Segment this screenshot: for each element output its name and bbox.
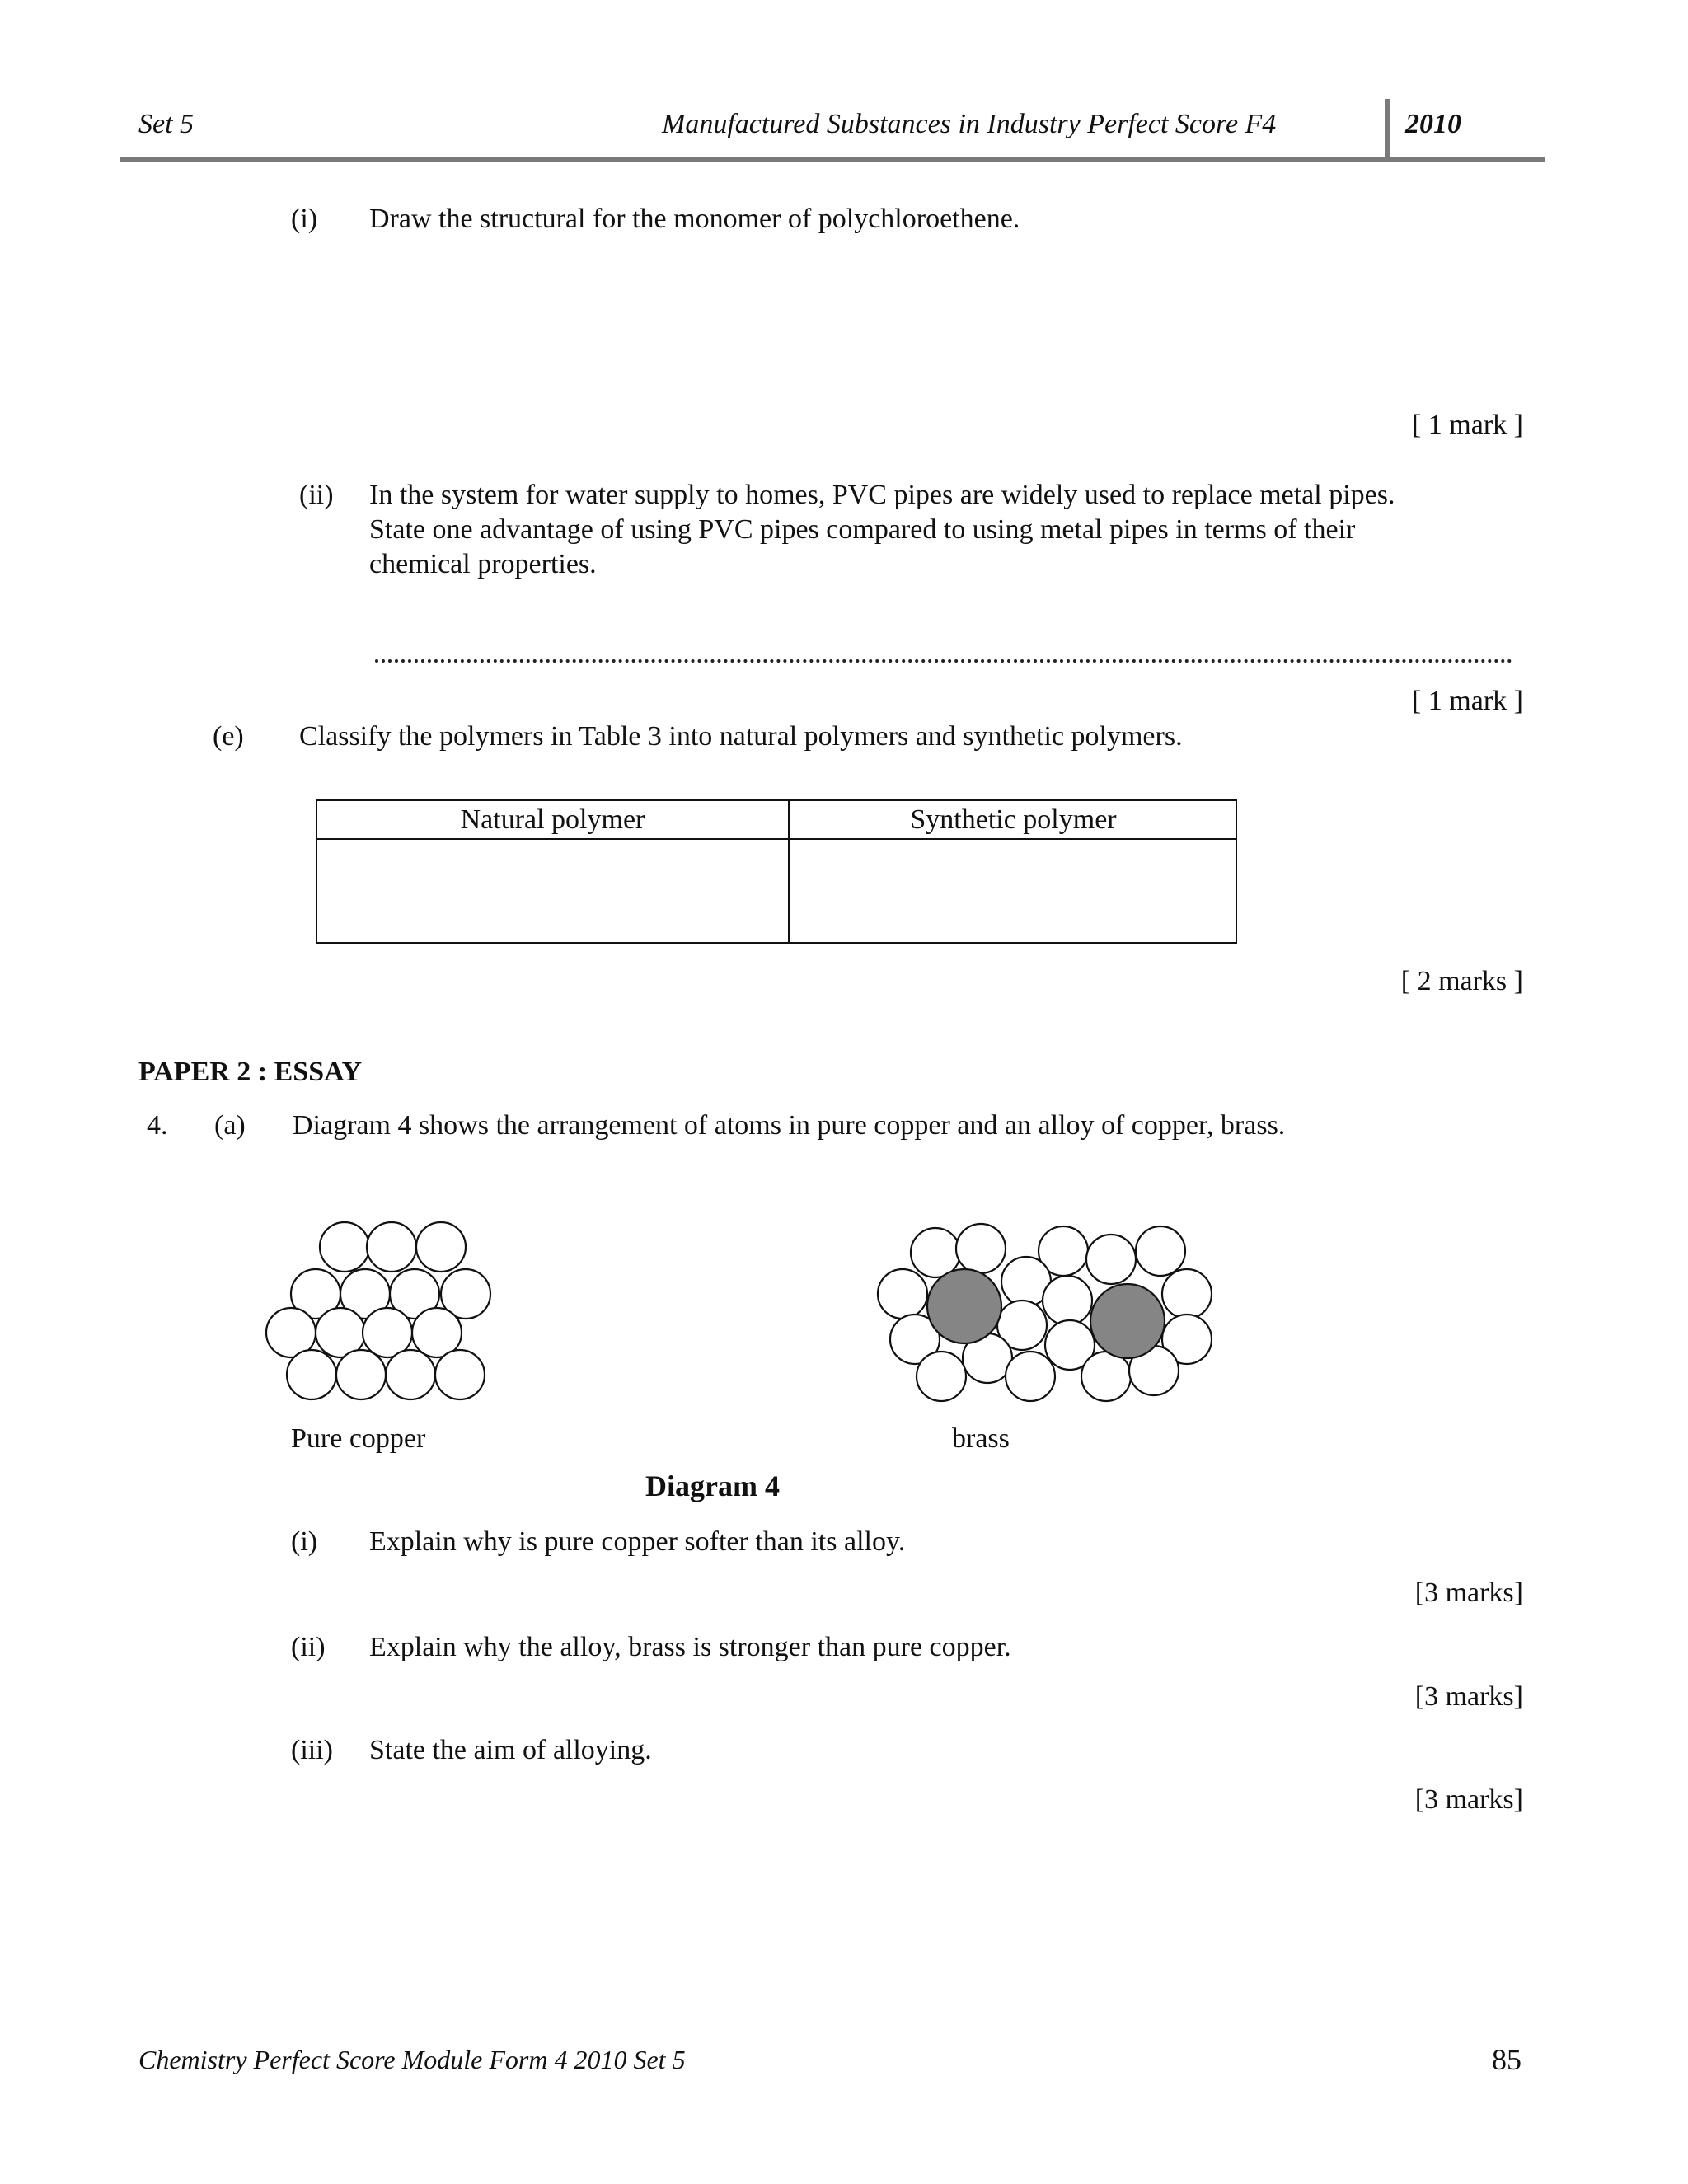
q4a-ii-marks: [3 marks] <box>1414 1681 1523 1712</box>
copper-atom <box>287 1350 336 1399</box>
header-set: Set 5 <box>138 109 195 139</box>
zinc-atom <box>927 1269 1001 1343</box>
copper-atom <box>956 1224 1006 1273</box>
q4a-ii-number: (ii) <box>291 1632 326 1662</box>
header-year: 2010 <box>1405 109 1461 139</box>
q-d-ii-line1: In the system for water supply to homes, PVC pipes are widely used to replace metal pipes. <box>369 480 1395 510</box>
copper-atom <box>917 1352 966 1401</box>
diagram-caption: Diagram 4 <box>645 1469 780 1502</box>
q4a-i-marks: [3 marks] <box>1414 1577 1523 1608</box>
copper-atom <box>911 1228 960 1277</box>
q-d-i-text: Draw the structural for the monomer of polychloroethene. <box>369 204 1020 234</box>
copper-atom <box>1136 1226 1185 1276</box>
header-title: Manufactured Substances in Industry Perfect Score F4 <box>662 109 1277 139</box>
copper-atom <box>1086 1235 1136 1284</box>
copper-atom <box>416 1222 466 1272</box>
page-number: 85 <box>1492 2043 1522 2076</box>
diagram-label-pure-copper: Pure copper <box>291 1423 426 1454</box>
q-d-ii-marks: [ 1 mark ] <box>1411 686 1523 716</box>
q4a-number: (a) <box>214 1110 246 1141</box>
q-e-number: (e) <box>213 721 244 752</box>
q-d-ii-line2: State one advantage of using PVC pipes compared to using metal pipes in terms of their <box>369 514 1356 545</box>
zinc-atom <box>1090 1284 1165 1358</box>
copper-atom <box>386 1350 435 1399</box>
copper-atom <box>1006 1352 1055 1401</box>
footer-text: Chemistry Perfect Score Module Form 4 2010 Set 5 <box>138 2045 686 2074</box>
q-d-i-marks: [ 1 mark ] <box>1411 410 1523 440</box>
brass-atoms <box>878 1224 1212 1401</box>
q4a-i-number: (i) <box>291 1526 318 1557</box>
table-header-synthetic: Synthetic polymer <box>910 804 1117 835</box>
copper-atom <box>320 1222 369 1272</box>
copper-atom <box>1162 1269 1212 1319</box>
q4a-iii-text: State the aim of alloying. <box>369 1735 652 1765</box>
copper-atom <box>878 1269 927 1319</box>
copper-atom <box>1043 1276 1092 1325</box>
q4a-text: Diagram 4 shows the arrangement of atoms in pure copper and an alloy of copper, brass. <box>293 1110 1286 1141</box>
q4a-iii-marks: [3 marks] <box>1414 1784 1523 1815</box>
q4a-i-text: Explain why is pure copper softer than its alloy. <box>369 1526 906 1557</box>
q4a-ii-text: Explain why the alloy, brass is stronger than pure copper. <box>369 1632 1011 1662</box>
q-d-ii-number: (ii) <box>299 480 334 510</box>
q4-number: 4. <box>147 1110 168 1141</box>
copper-atom <box>1081 1352 1131 1401</box>
q4a-iii-number: (iii) <box>291 1735 333 1765</box>
q-d-i-number: (i) <box>291 204 318 234</box>
q-e-text: Classify the polymers in Table 3 into natural polymers and synthetic polymers. <box>299 721 1183 752</box>
essay-heading: PAPER 2 : ESSAY <box>138 1057 363 1087</box>
copper-atom <box>435 1350 485 1399</box>
q-d-ii-line3: chemical properties. <box>369 549 597 579</box>
q-e-marks: [ 2 marks ] <box>1400 966 1523 996</box>
pure-copper-atoms <box>266 1222 490 1399</box>
table-header-natural: Natural polymer <box>460 804 645 835</box>
diagram-label-brass: brass <box>952 1423 1010 1454</box>
copper-atom <box>336 1350 386 1399</box>
copper-atom <box>367 1222 416 1272</box>
